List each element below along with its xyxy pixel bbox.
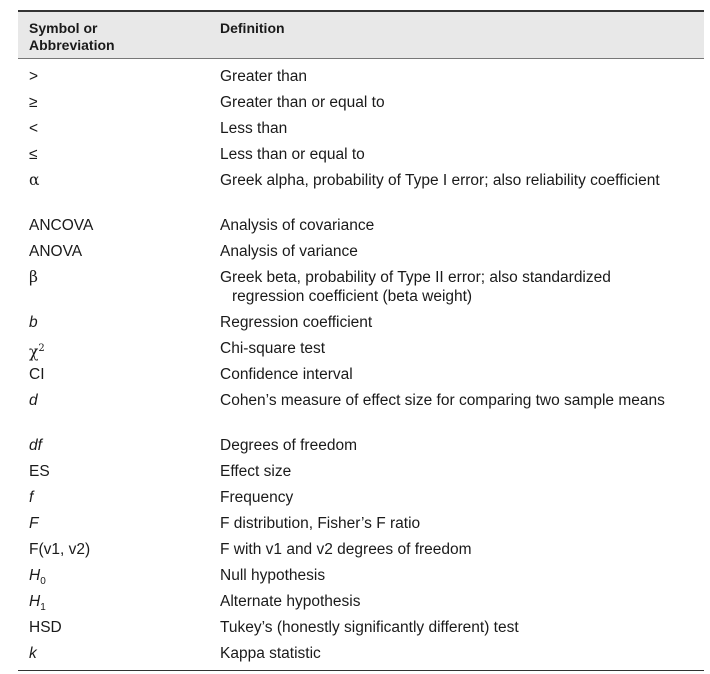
- table-row: [18, 213, 704, 239]
- table-row: [18, 433, 704, 459]
- definition-cell: Greater than or equal to: [220, 94, 385, 111]
- h-symbol: H: [29, 567, 41, 584]
- definition-cell: Frequency: [220, 489, 294, 506]
- table-row: [18, 310, 704, 336]
- superscript: 2: [38, 343, 45, 354]
- table-row: [18, 265, 704, 310]
- definition-cell: Chi-square test: [220, 340, 326, 357]
- definition-cell: Analysis of variance: [220, 243, 358, 260]
- h-symbol: H: [29, 593, 41, 610]
- table-row: [18, 239, 704, 265]
- table-row: [18, 90, 704, 116]
- definition-cell: F distribution, Fisher’s F ratio: [220, 515, 421, 532]
- definition-cell: Null hypothesis: [220, 567, 326, 584]
- symbol-cell: F: [29, 515, 39, 532]
- table-row: [18, 64, 704, 90]
- definition-cell: Cohen’s measure of effect size for comparing two sample means: [220, 392, 665, 409]
- symbol-cell: [29, 592, 209, 617]
- symbol-cell: HSD: [29, 619, 62, 636]
- symbol-cell: ANOVA: [29, 243, 83, 260]
- abbreviations-table: [18, 10, 704, 671]
- table-row: [18, 511, 704, 537]
- table-row: [18, 388, 704, 433]
- table-bottom-rule: [18, 670, 704, 671]
- header-symbol: Symbol or Abbreviation: [29, 20, 115, 53]
- table-row: [18, 615, 704, 641]
- symbol-cell: ES: [29, 463, 50, 480]
- definition-cell: F with v1 and v2 degrees of freedom: [220, 541, 472, 558]
- definition-cell: Confidence interval: [220, 366, 353, 383]
- symbol-cell: ANCOVA: [29, 217, 94, 234]
- definition-cell: Greek beta, probability of Type II error; also standardized regression coefficient (beta weight): [220, 269, 611, 305]
- table-row: [18, 459, 704, 485]
- definition-cell: Alternate hypothesis: [220, 593, 361, 610]
- definition-cell: Greater than: [220, 68, 308, 85]
- header-definition: Definition: [220, 20, 285, 36]
- definition-cell: Effect size: [220, 463, 292, 480]
- definition-cell: Less than: [220, 120, 288, 137]
- table-row: [18, 641, 704, 667]
- symbol-cell: [29, 566, 209, 591]
- symbol-cell: >: [29, 68, 39, 85]
- table-row: [18, 168, 704, 213]
- definition-cell: Kappa statistic: [220, 645, 321, 662]
- table-header: [18, 12, 704, 59]
- symbol-cell: df: [29, 437, 42, 454]
- symbol-cell: k: [29, 645, 37, 662]
- chi-symbol: χ: [29, 343, 39, 362]
- symbol-cell: b: [29, 314, 38, 331]
- definition-cell: Tukey’s (honestly significantly different) test: [220, 619, 519, 636]
- subscript: 0: [40, 576, 46, 588]
- table-row: [18, 336, 704, 362]
- table-row: [18, 362, 704, 388]
- definition-cell: Regression coefficient: [220, 314, 373, 331]
- symbol-cell: f: [29, 489, 34, 506]
- definition-cell: Less than or equal to: [220, 146, 365, 163]
- definition-cell: Greek alpha, probability of Type I error; also reliability coefficient: [220, 172, 660, 189]
- subscript: 1: [40, 602, 46, 614]
- table-row: [18, 537, 704, 563]
- symbol-cell: ≥: [29, 94, 38, 111]
- symbol-cell: CI: [29, 366, 45, 383]
- definition-cell: Degrees of freedom: [220, 437, 357, 454]
- symbol-cell: d: [29, 392, 38, 409]
- symbol-cell: <: [29, 120, 39, 137]
- symbol-cell: α: [29, 171, 40, 189]
- symbol-cell: F(v1, v2): [29, 541, 91, 558]
- table-body: [18, 59, 704, 667]
- symbol-cell: β: [29, 268, 38, 286]
- table-row: [18, 142, 704, 168]
- symbol-cell: [29, 339, 209, 362]
- table-row: [18, 116, 704, 142]
- symbol-cell: ≤: [29, 146, 38, 163]
- table-row: [18, 485, 704, 511]
- table-row: [18, 563, 704, 589]
- table-row: [18, 589, 704, 615]
- definition-cell: Analysis of covariance: [220, 217, 375, 234]
